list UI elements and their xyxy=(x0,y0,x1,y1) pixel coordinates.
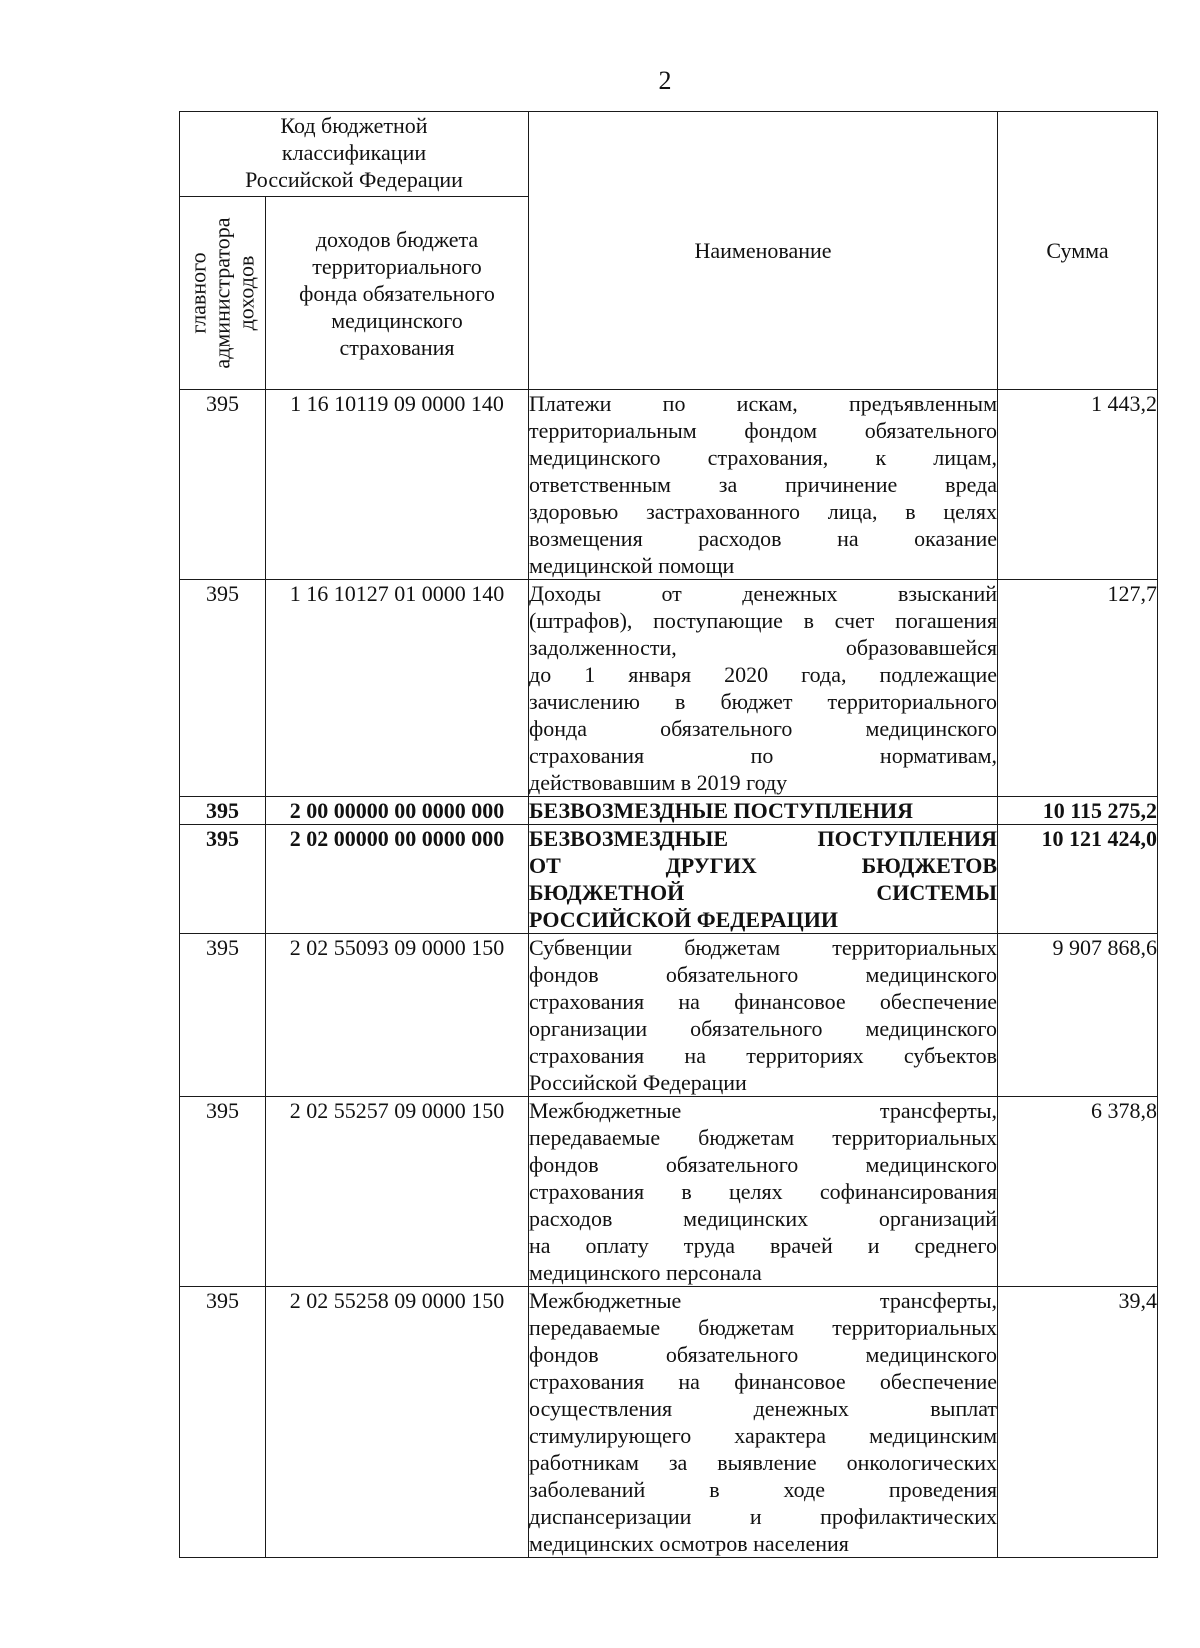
income-name-line: зачислению в бюджет территориального xyxy=(529,689,998,714)
header-chief-administrator xyxy=(180,197,266,390)
income-name-cell xyxy=(529,1097,998,1287)
income-name-line: страхования на финансовое обеспечение xyxy=(529,1369,998,1394)
amount-cell: 9 907 868,6 xyxy=(998,934,1158,1097)
table-row xyxy=(180,1287,1158,1558)
admin-code-cell: 395 xyxy=(180,580,266,797)
table-body xyxy=(180,390,1158,1558)
income-code-cell: 2 02 00000 00 0000 000 xyxy=(266,825,529,934)
income-code-cell: 2 02 55258 09 0000 150 xyxy=(266,1287,529,1558)
table-row xyxy=(180,1097,1158,1287)
table-row xyxy=(180,825,1158,934)
income-name-line: расходов медицинских организаций xyxy=(529,1206,998,1231)
header-income-line: медицинского xyxy=(331,307,463,333)
income-name-line: фондов обязательного медицинского xyxy=(529,1342,998,1367)
header-admin-line: главного xyxy=(186,252,212,334)
income-name-line: медицинского персонала xyxy=(529,1260,762,1285)
income-code-cell: 1 16 10127 01 0000 140 xyxy=(266,580,529,797)
income-name-cell xyxy=(529,580,998,797)
income-name-line: работникам за выявление онкологических xyxy=(529,1450,998,1475)
income-name-line: фондов обязательного медицинского xyxy=(529,1152,998,1177)
income-name-cell xyxy=(529,797,998,825)
header-admin-line: администратора xyxy=(210,217,236,369)
income-name-line: задолженности, образовавшейся xyxy=(529,635,998,660)
admin-code-cell: 395 xyxy=(180,1287,266,1558)
amount-cell: 10 121 424,0 xyxy=(998,825,1158,934)
income-name-line: медицинской помощи xyxy=(529,553,735,578)
header-group-line: классификации xyxy=(281,140,427,165)
income-code-cell: 2 02 55257 09 0000 150 xyxy=(266,1097,529,1287)
admin-code-cell: 395 xyxy=(180,390,266,580)
admin-code-cell: 395 xyxy=(180,825,266,934)
header-fund-income-code xyxy=(266,197,529,390)
table-row xyxy=(180,797,1158,825)
header-admin-line: доходов xyxy=(234,255,260,331)
income-name-line: диспансеризации и профилактических xyxy=(529,1504,998,1529)
income-name-line: ОТ ДРУГИХ БЮДЖЕТОВ xyxy=(529,853,998,878)
table-row xyxy=(180,580,1158,797)
table-row xyxy=(180,934,1158,1097)
header-income-line: территориального xyxy=(312,253,482,279)
income-name-line: территориальным фондом обязательного xyxy=(529,418,998,443)
income-name-line: передаваемые бюджетам территориальных xyxy=(529,1125,998,1150)
income-name-line: БЕЗВОЗМЕЗДНЫЕ ПОСТУПЛЕНИЯ xyxy=(529,826,998,851)
income-name-line: БЮДЖЕТНОЙ СИСТЕМЫ xyxy=(529,880,998,905)
page-number: 2 xyxy=(658,66,672,95)
income-name-line: фондов обязательного медицинского xyxy=(529,962,998,987)
income-name-cell xyxy=(529,934,998,1097)
admin-code-cell: 395 xyxy=(180,1097,266,1287)
income-name-line: заболеваний в ходе проведения xyxy=(529,1477,998,1502)
header-group-line: Код бюджетной xyxy=(280,113,428,138)
income-name-line: страхования в целях софинансирования xyxy=(529,1179,998,1204)
income-name-line: БЕЗВОЗМЕЗДНЫЕ ПОСТУПЛЕНИЯ xyxy=(529,798,914,823)
income-name-line: стимулирующего характера медицинским xyxy=(529,1423,998,1448)
header-group-line: Российской Федерации xyxy=(245,167,463,192)
income-name-line: (штрафов), поступающие в счет погашения xyxy=(529,608,998,633)
income-name-line: медицинского страхования, к лицам, xyxy=(529,445,998,470)
income-name-line: фонда обязательного медицинского xyxy=(529,716,998,741)
header-name xyxy=(529,112,998,390)
amount-cell: 39,4 xyxy=(998,1287,1158,1558)
income-name-line: ответственным за причинение вреда xyxy=(529,472,998,497)
income-code-cell: 1 16 10119 09 0000 140 xyxy=(266,390,529,580)
admin-code-cell: 395 xyxy=(180,797,266,825)
income-name-line: до 1 января 2020 года, подлежащие xyxy=(529,662,998,687)
income-name-line: на оплату труда врачей и среднего xyxy=(529,1233,998,1258)
header-income-line: страхования xyxy=(339,334,455,360)
budget-income-table xyxy=(179,111,1158,1558)
income-name-line: Платежи по искам, предъявленным xyxy=(529,391,998,416)
income-name-line: действовавшим в 2019 году xyxy=(529,770,788,795)
income-name-cell xyxy=(529,390,998,580)
income-name-line: Межбюджетные трансферты, xyxy=(529,1098,998,1123)
header-amount xyxy=(998,112,1158,390)
header-income-line: доходов бюджета xyxy=(315,226,479,252)
income-name-line: организации обязательного медицинского xyxy=(529,1016,998,1041)
income-name-cell xyxy=(529,825,998,934)
income-name-line: медицинских осмотров населения xyxy=(529,1531,849,1556)
amount-cell: 1 443,2 xyxy=(998,390,1158,580)
amount-cell: 10 115 275,2 xyxy=(998,797,1158,825)
income-name-line: передаваемые бюджетам территориальных xyxy=(529,1315,998,1340)
income-name-line: здоровью застрахованного лица, в целях xyxy=(529,499,998,524)
header-amount-label: Сумма xyxy=(1046,238,1109,263)
income-name-line: страхования на территориях субъектов xyxy=(529,1043,998,1068)
header-income-line: фонда обязательного xyxy=(299,280,495,306)
income-name-line: Субвенции бюджетам территориальных xyxy=(529,935,998,960)
income-name-line: страхования по нормативам, xyxy=(529,743,998,768)
header-budget-classification-code xyxy=(180,112,529,197)
income-code-cell: 2 00 00000 00 0000 000 xyxy=(266,797,529,825)
income-name-line: осуществления денежных выплат xyxy=(529,1396,998,1421)
table-row xyxy=(180,390,1158,580)
income-name-line: Доходы от денежных взысканий xyxy=(529,581,998,606)
income-name-line: Российской Федерации xyxy=(529,1070,747,1095)
income-name-line: возмещения расходов на оказание xyxy=(529,526,998,551)
income-name-line: Межбюджетные трансферты, xyxy=(529,1288,998,1313)
amount-cell: 127,7 xyxy=(998,580,1158,797)
header-name-label: Наименование xyxy=(694,238,832,263)
income-name-cell xyxy=(529,1287,998,1558)
income-name-line: РОССИЙСКОЙ ФЕДЕРАЦИИ xyxy=(529,907,838,932)
income-code-cell: 2 02 55093 09 0000 150 xyxy=(266,934,529,1097)
amount-cell: 6 378,8 xyxy=(998,1097,1158,1287)
income-name-line: страхования на финансовое обеспечение xyxy=(529,989,998,1014)
admin-code-cell: 395 xyxy=(180,934,266,1097)
